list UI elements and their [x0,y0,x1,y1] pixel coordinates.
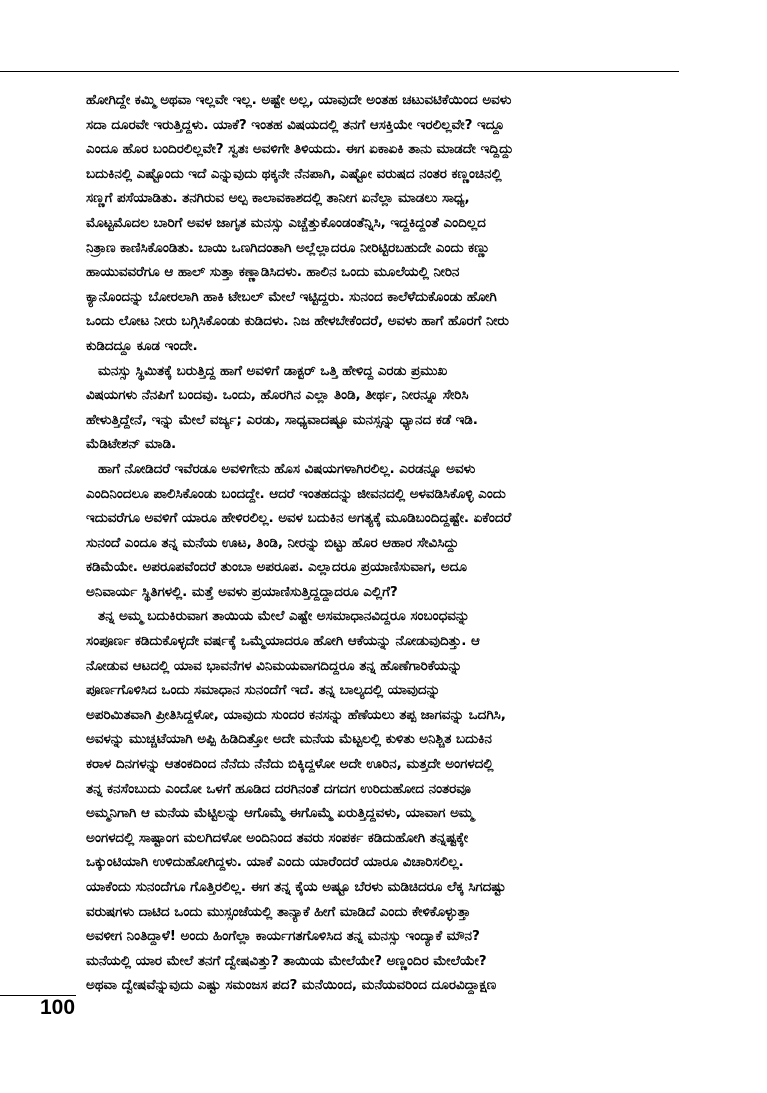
text-line: ಕಡಿಮೆಯೇ. ಅಪರೂಪವೆಂದರೆ ತುಂಬಾ ಅಪರೂಪ. ಎಲ್ಲಾದರೂ ಪ್ರಯಾಣಿಸುವಾಗ, ಅದೂ [86,559,467,576]
text-line: ಸಂಪೂರ್ಣ ಕಡಿದುಕೊಳ್ಳದೇ ವರ್ಷಕ್ಕೆ ಒಮ್ಮೆಯಾದರೂ ಹೋಗಿ ಆಕೆಯನ್ನು ನೋಡುವುದಿತ್ತು. ಆ [86,633,480,650]
text-line: ನೋಡುವ ಆಟದಲ್ಲಿ ಯಾವ ಭಾವನೆಗಳ ವಿನಿಮಯವಾಗದಿದ್ದರೂ ತನ್ನ ಹೊಣೆಗಾರಿಕೆಯನ್ನು [86,657,462,674]
page-number: 100 [40,996,76,1019]
text-line: ಇದುವರೆಗೂ ಅವಳಿಗೆ ಯಾರೂ ಹೇಳಿರಲಿಲ್ಲ. ಅವಳ ಬದುಕಿನ ಅಗತ್ಯಕ್ಕೆ ಮೂಡಿಬಂದಿದ್ದಷ್ಟೇ. ಏಕೆಂದರೆ [86,510,512,527]
text-line: ಅವಳೀಗ ನಿಂತಿದ್ದಾಳೆ! ಅಂದು ಹಿಂಗೆಲ್ಲಾ ಕಾರ್ಯಗತಗೊಳಿಸಿದ ತನ್ನ ಮನಸ್ಸು ಇಂದ್ಯಾಕೆ ಮೌನ? [86,928,480,945]
text-line: ಅನಿವಾರ್ಯ ಸ್ಥಿತಿಗಳಲ್ಲಿ. ಮತ್ತೆ ಅವಳು ಪ್ರಯಾಣಿಸುತ್ತಿದ್ದದ್ದಾದರೂ ಎಲ್ಲಿಗೆ? [86,583,398,600]
text-line: ಅಂಗಳದಲ್ಲಿ ಸಾಷ್ಟಾಂಗ ಮಲಗಿದಳೋ ಅಂದಿನಿಂದ ತವರು ಸಂಪರ್ಕ ಕಡಿದುಹೋಗಿ ತನ್ನಷ್ಟಕ್ಕೇ [86,829,469,846]
text-line: ಕರಾಳ ದಿನಗಳನ್ನು ಆತಂಕದಿಂದ ನೆನೆದು ನೆನೆದು ಬಿಕ್ಕಿದ್ದಳೋ ಅದೇ ಊರಿನ, ಮತ್ತದೇ ಅಂಗಳದಲ್ಲಿ [86,756,494,773]
header-rule [0,71,679,72]
text-line: ಒಂದು ಲೋಟ ನೀರು ಬಗ್ಗಿಸಿಕೊಂಡು ಕುಡಿದಳು. ನಿಜ ಹೇಳಬೇಕೆಂದರೆ, ಅವಳು ಹಾಗೆ ಹೊರಗೆ ನೀರು [86,313,509,330]
text-line: ಅಥವಾ ದ್ವೇಷವೆನ್ನುವುದು ಎಷ್ಟು ಸಮಂಜಸ ಪದ? ಮನೆಯಿಂದ, ಮನೆಯವರಿಂದ ದೂರವಿದ್ದಾಕ್ಷಣ [86,977,497,994]
text-line: ಸಣ್ಣಗೆ ಪಸೆಯಾಡಿತು. ತನಗಿರುವ ಅಲ್ಪ ಕಾಲಾವಕಾಶದಲ್ಲಿ ತಾನೀಗ ಏನೆಲ್ಲಾ ಮಾಡಲು ಸಾಧ್ಯ, [86,190,470,207]
text-line: ಪೂರ್ಣಗೊಳಿಸಿದ ಒಂದು ಸಮಾಧಾನ ಸುನಂದೆಗೆ ಇದೆ. ತನ್ನ ಬಾಲ್ಯದಲ್ಲಿ ಯಾವುದನ್ನು [86,682,441,699]
text-line: ಬದುಕಿನಲ್ಲಿ ಎಷ್ಟೊಂದು ಇದೆ ಎನ್ನುವುದು ಥಕ್ಕನೇ ನೆನಪಾಗಿ, ಎಷ್ಟೋ ವರುಷದ ನಂತರ ಕಣ್ಣಂಚಿನಲ್ಲಿ [86,165,502,182]
text-line: ಎಂದಿನಿಂದಲೂ ಪಾಲಿಸಿಕೊಂಡು ಬಂದದ್ದೇ. ಆದರೆ ಇಂತಹದನ್ನು ಜೀವನದಲ್ಲಿ ಅಳವಡಿಸಿಕೊಳ್ಳಿ ಎಂದು [86,485,506,502]
text-line: ಕುಡಿದದ್ದೂ ಕೂಡ ಇಂದೇ. [86,337,198,354]
text-line: ಒಕ್ಕುಂಟಿಯಾಗಿ ಉಳಿದುಹೋಗಿದ್ದಳು. ಯಾಕೆ ಎಂದು ಯಾರೆಂದರೆ ಯಾರೂ ವಿಚಾರಿಸಲಿಲ್ಲ. [86,854,464,871]
text-line: ವರುಷಗಳು ದಾಟಿದ ಒಂದು ಮುಸ್ಸಂಜೆಯಲ್ಲಿ ತಾನ್ಯಾಕೆ ಹೀಗೆ ಮಾಡಿದೆ ಎಂದು ಕೇಳಿಕೊಳ್ಳುತ್ತಾ [86,903,471,920]
text-line: ಹಾಗೆ ನೋಡಿದರೆ ಇವೆರಡೂ ಅವಳಿಗೇನು ಹೊಸ ವಿಷಯಗಳಾಗಿರಲಿಲ್ಲ. ಎರಡನ್ನೂ ಅವಳು [98,460,476,477]
text-line: ಹೇಳುತ್ತಿದ್ದೇನೆ, ಇನ್ನು ಮೇಲೆ ವರ್ಜ್ಯ; ಎರಡು, ಸಾಧ್ಯವಾದಷ್ಟೂ ಮನಸ್ಸನ್ನು ಧ್ಯಾನದ ಕಡೆ ಇಡಿ. [86,411,478,428]
text-line: ಮೆಡಿಟೇಶನ್ ಮಾಡಿ. [86,436,177,453]
text-line: ಅಮ್ಮನಿಗಾಗಿ ಆ ಮನೆಯ ಮೆಟ್ಟಿಲನ್ನು ಆಗೊಮ್ಮೆ ಈಗೊಮ್ಮೆ ಏರುತ್ತಿದ್ದವಳು, ಯಾವಾಗ ಅಮ್ಮ [86,805,474,822]
text-line: ತನ್ನ ಕನಸೆಂಬುದು ಎಂದೋ ಒಳಗೆ ಹೂಡಿದ ದರಗಿನಂತೆ ದಗದಗ ಉರಿದುಹೋದ ನಂತರವೂ [86,780,471,797]
text-line: ಅವಳನ್ನು ಮುಚ್ಚಟೆಯಾಗಿ ಅಪ್ಪಿ ಹಿಡಿದಿತ್ತೋ ಅದೇ ಮನೆಯ ಮೆಟ್ಟಲಲ್ಲಿ ಕುಳಿತು ಅನಿಶ್ಚಿತ ಬದುಕಿನ [86,731,492,748]
text-line: ಸದಾ ದೂರವೇ ಇರುತ್ತಿದ್ದಳು. ಯಾಕೆ? ಇಂತಹ ವಿಷಯದಲ್ಲಿ ತನಗೆ ಆಸಕ್ತಿಯೇ ಇರಲಿಲ್ಲವೇ? ಇದ್ದೂ [86,116,505,133]
text-line: ಯಾಕೆಂದು ಸುನಂದೆಗೂ ಗೊತ್ತಿರಲಿಲ್ಲ. ಈಗ ತನ್ನ ಕೈಯ ಅಷ್ಟೂ ಬೆರಳು ಮಡಿಚಿದರೂ ಲೆಕ್ಕ ಸಿಗದಷ್ಟು [86,879,506,895]
text-line: ಎಂದೂ ಹೊರ ಬಂದಿರಲಿಲ್ಲವೇ? ಸ್ವತಃ ಅವಳಿಗೇ ತಿಳಿಯದು. ಈಗ ಏಕಾಏಕಿ ತಾನು ಮಾಡದೇ ಇದ್ದಿದ್ದು [86,141,514,158]
text-line: ಮೊಟ್ಟಮೊದಲ ಬಾರಿಗೆ ಅವಳ ಜಾಗೃತ ಮನಸ್ಸು ಎಚ್ಚೆತ್ತುಕೊಂಡಂತೆನ್ನಿಸಿ, ಇದ್ದಕಿದ್ದಂತೆ ಎಂದಿಲ್ಲದ [86,214,486,231]
text-line: ತನ್ನ ಅಮ್ಮ ಬದುಕಿರುವಾಗ ತಾಯಿಯ ಮೇಲೆ ಎಷ್ಟೇ ಅಸಮಾಧಾನವಿದ್ದರೂ ಸಂಬಂಧವನ್ನು [98,608,470,625]
text-line: ನಿತ್ರಾಣ ಕಾಣಿಸಿಕೊಂಡಿತು. ಬಾಯಿ ಒಣಗಿದಂತಾಗಿ ಅಲ್ಲೆಲ್ಲಾದರೂ ನೀರಿಟ್ಟಿರಬಹುದೇ ಎಂದು ಕಣ್ಣು [86,239,490,256]
body-text [86,88,676,998]
text-line: ಹಾಯುವವರೆಗೂ ಆ ಹಾಲ್ ಸುತ್ತಾ ಕಣ್ಣಾಡಿಸಿದಳು. ಹಾಲಿನ ಒಂದು ಮೂಲೆಯಲ್ಲಿ ನೀರಿನ [86,264,460,281]
text-line: ಅಪರಿಮಿತವಾಗಿ ಪ್ರೀತಿಸಿದ್ದಳೋ, ಯಾವುದು ಸುಂದರ ಕನಸನ್ನು ಹೆಣೆಯಲು ತಪ್ಪ ಜಾಗವನ್ನು ಒದಗಿಸಿ, [86,706,506,723]
text-line: ಮನೆಯಲ್ಲಿ ಯಾರ ಮೇಲೆ ತನಗೆ ದ್ವೇಷವಿತ್ತು? ತಾಯಿಯ ಮೇಲೆಯೇ? ಅಣ್ಣಂದಿರ ಮೇಲೆಯೇ? [86,952,487,969]
text-line: ಮನಸ್ಸು ಸ್ಥಿಮಿತಕ್ಕೆ ಬರುತ್ತಿದ್ದ ಹಾಗೆ ಅವಳಿಗೆ ಡಾಕ್ಟರ್ ಒತ್ತಿ ಹೇಳಿದ್ದ ಎರಡು ಪ್ರಮುಖ [98,362,448,379]
text-line: ಹೋಗಿದ್ದೇ ಕಮ್ಮಿ ಅಥವಾ ಇಲ್ಲವೇ ಇಲ್ಲ. ಅಷ್ಟೇ ಅಲ್ಲ, ಯಾವುದೇ ಅಂತಹ ಚಟುವಟಿಕೆಯಿಂದ ಅವಳು [86,92,512,108]
text-line: ಸುನಂದೆ ಎಂದೂ ತನ್ನ ಮನೆಯ ಊಟ, ತಿಂಡಿ, ನೀರನ್ನು ಬಿಟ್ಟು ಹೊರ ಆಹಾರ ಸೇವಿಸಿದ್ದು [86,534,459,551]
text-line: ಕ್ಯಾನೊಂದನ್ನು ಬೋರಲಾಗಿ ಹಾಕಿ ಟೇಬಲ್ ಮೇಲೆ ಇಟ್ಟಿದ್ದರು. ಸುನಂದ ಕಾಲೆಳೆದುಕೊಂಡು ಹೋಗಿ [86,288,497,305]
text-line: ವಿಷಯಗಳು ನೆನಪಿಗೆ ಬಂದವು. ಒಂದು, ಹೊರಗಿನ ಎಲ್ಲಾ ತಿಂಡಿ, ತೀರ್ಥ, ನೀರನ್ನೂ ಸೇರಿಸಿ [86,387,469,404]
